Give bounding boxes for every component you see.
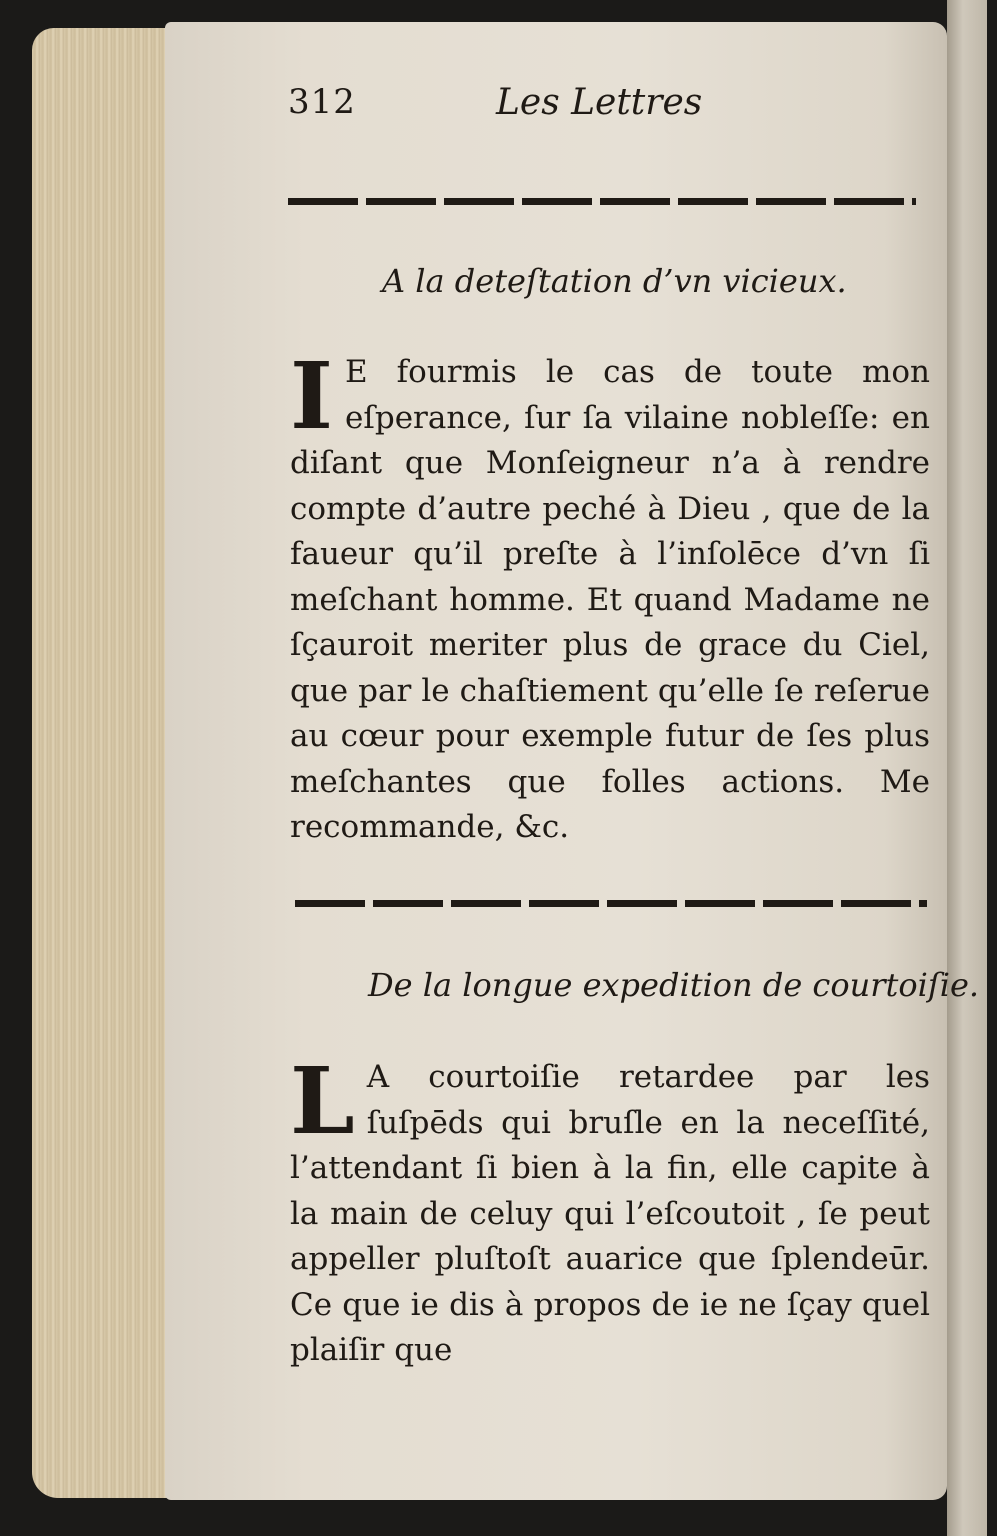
letter-body [290,342,930,851]
letter-text: E fourmis le cas de toute mon eſperance, ſur ſa vilaine nobleſſe: en diſant que Monſeigneur n’a à rendre compte d’autre peché à Dieu , que de la faueur qu’il preſte à l’inſolēce d’vn ſi meſchant homme. Et quand Madame ne ſçauroit meriter plus de grace du Ciel, que par le chaſtiement qu’elle ſe reſerue au cœur pour exemple futur de ſes plus meſchantes que folles actions. Me recommande, &c. [290,354,930,845]
drop-cap-initial: I [290,342,334,450]
section-divider-rule [288,198,916,205]
drop-cap-initial: L [290,1047,355,1155]
letter-heading: De la longue expedition de courtoiſie. [368,966,980,1004]
facing-page-edge [947,0,987,1536]
page-number: 312 [288,82,356,122]
book-page-edges [32,28,182,1498]
letter-heading: A la deteſtation d’vn vicieux. [382,262,847,300]
letter-body [290,1047,930,1374]
running-head-title: Les Lettres [496,82,703,123]
letter-text: A courtoiſie retardee par les ſuſpēds qui bruſle en la neceſſité, l’attendant ſi bien à la fin, elle capite à la main de celuy qui l’eſcoutoit , ſe peut appeller pluſtoſt auarice que ſplendeūr. Ce que ie dis à propos de ie ne ſçay quel plaiſir que [290,1059,930,1368]
running-head [288,82,928,132]
section-divider-rule [295,900,927,907]
